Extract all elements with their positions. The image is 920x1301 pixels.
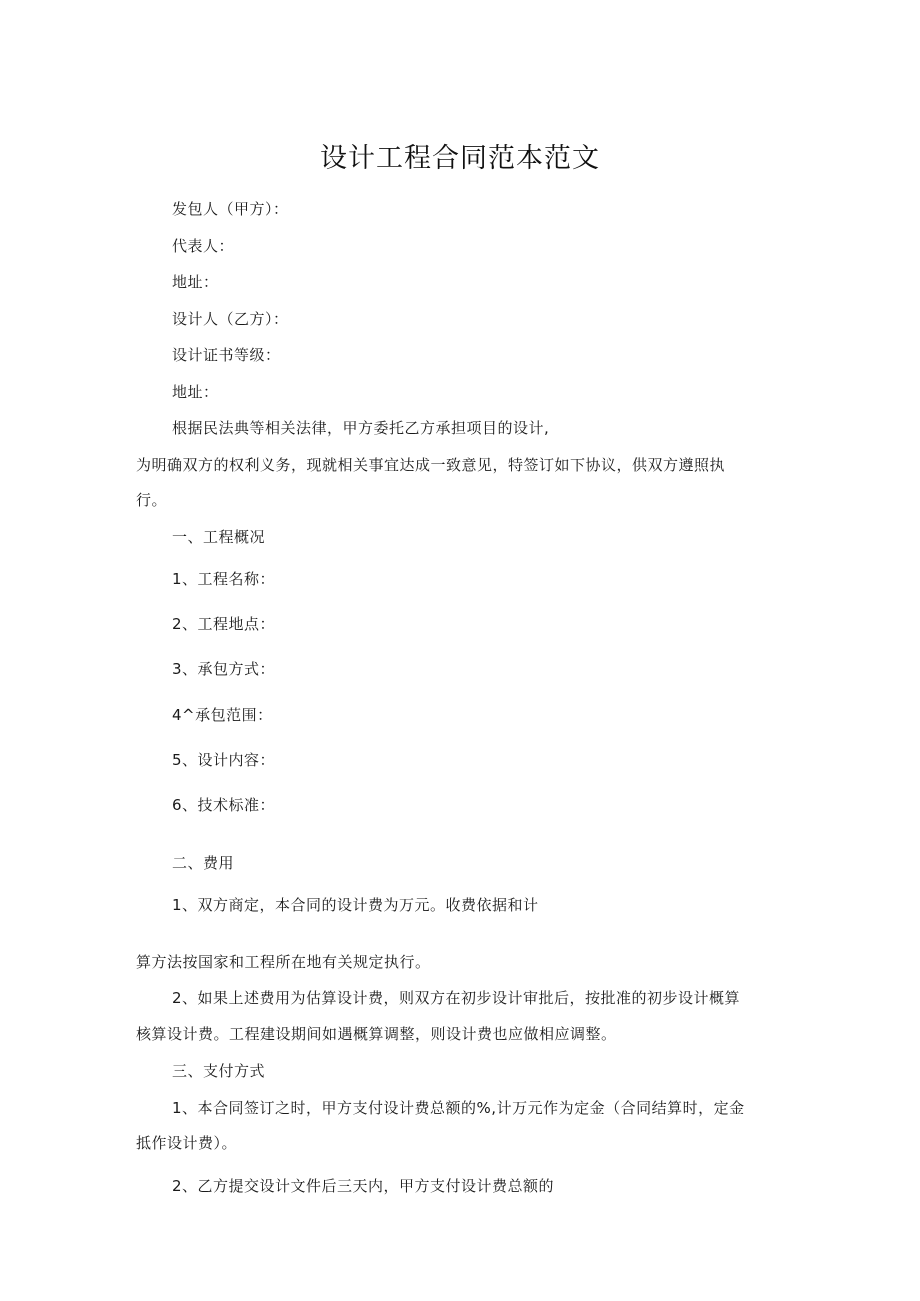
section-1-item: 6、技术标准： — [172, 796, 276, 814]
address-b-label: 地址： — [172, 383, 219, 401]
party-b-label: 设计人（乙方）： — [172, 310, 289, 328]
section-3-paragraph-1-line-2: 抵作设计费）。 — [136, 1134, 238, 1152]
section-3-heading: 三、支付方式 — [172, 1062, 266, 1080]
section-2-paragraph-2-line-1: 2、如果上述费用为估算设计费，则双方在初步设计审批后，按批准的初步设计概算 — [172, 989, 741, 1007]
preamble-line-1: 根据民法典等相关法律，甲方委托乙方承担项目的设计, — [172, 419, 550, 437]
section-3-paragraph-1-line-1: 1、本合同签订之时，甲方支付设计费总额的%,计万元作为定金（合同结算时，定金 — [172, 1099, 745, 1117]
party-a-label: 发包人（甲方）： — [172, 200, 289, 218]
section-1-item: 4^承包范围： — [172, 706, 273, 724]
address-a-label: 地址： — [172, 273, 219, 291]
section-2-heading: 二、费用 — [172, 854, 235, 872]
section-1-item: 2、工程地点： — [172, 615, 276, 633]
document-title: 设计工程合同范本范文 — [320, 143, 600, 174]
section-1-item: 1、工程名称： — [172, 570, 276, 588]
section-2-paragraph-2-line-2: 核算设计费。工程建设期间如遇概算调整，则设计费也应做相应调整。 — [136, 1025, 617, 1043]
section-2-paragraph-1-line-1: 1、双方商定，本合同的设计费为万元。收费依据和计 — [172, 896, 539, 914]
certificate-level-label: 设计证书等级： — [172, 346, 281, 364]
preamble-line-2: 为明确双方的权利义务，现就相关事宜达成一致意见，特签订如下协议，供双方遵照执 — [136, 456, 726, 474]
section-1-item: 3、承包方式： — [172, 660, 276, 678]
section-1-heading: 一、工程概况 — [172, 528, 266, 546]
section-2-paragraph-1-line-2: 算方法按国家和工程所在地有关规定执行。 — [136, 953, 431, 971]
section-3-paragraph-2-line-1: 2、乙方提交设计文件后三天内，甲方支付设计费总额的 — [172, 1177, 555, 1195]
preamble-line-3: 行。 — [136, 491, 168, 509]
section-1-item: 5、设计内容： — [172, 751, 276, 769]
representative-label: 代表人： — [172, 237, 235, 255]
